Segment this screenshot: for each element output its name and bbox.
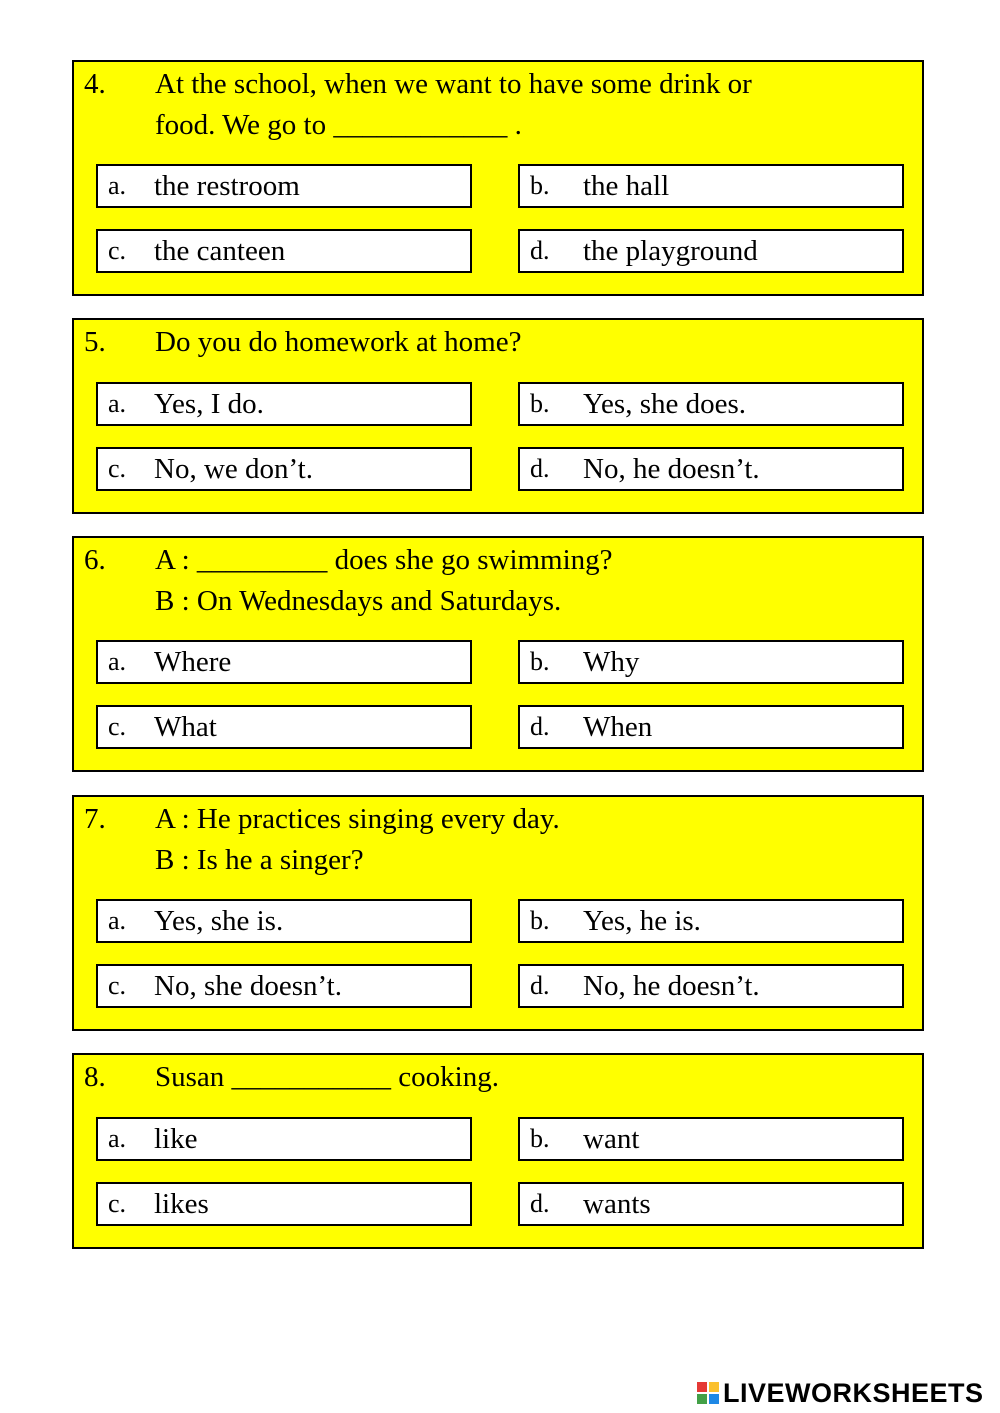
option-letter: c. xyxy=(108,971,127,1000)
question-number: 4. xyxy=(84,68,106,100)
option-text: likes xyxy=(154,1188,209,1220)
option-text: the restroom xyxy=(154,170,300,202)
option-letter: d. xyxy=(530,712,550,741)
option-text: Yes, she is. xyxy=(154,905,284,937)
question-text: Do you do homework at home? xyxy=(155,326,522,358)
question-number: 7. xyxy=(84,803,106,835)
option-letter: a. xyxy=(108,1124,127,1153)
liveworksheets-logo-icon xyxy=(697,1382,719,1404)
option-letter: b. xyxy=(530,389,550,418)
option-text: Yes, he is. xyxy=(583,905,701,937)
option-text: the hall xyxy=(583,170,670,202)
question-text: Susan ___________ cooking. xyxy=(155,1061,499,1093)
option-text: like xyxy=(154,1123,198,1155)
question-text: B : On Wednesdays and Saturdays. xyxy=(155,585,562,617)
option-letter: c. xyxy=(108,454,127,483)
question-number: 6. xyxy=(84,544,106,576)
option-letter: b. xyxy=(530,171,550,200)
option-b[interactable] xyxy=(518,1117,904,1161)
option-letter: a. xyxy=(108,389,127,418)
option-d[interactable] xyxy=(518,705,904,749)
option-letter: a. xyxy=(108,171,127,200)
option-b[interactable] xyxy=(518,164,904,208)
question-number: 5. xyxy=(84,326,106,358)
question-7 xyxy=(72,795,924,1031)
option-letter: b. xyxy=(530,1124,550,1153)
option-b[interactable] xyxy=(518,382,904,426)
option-letter: c. xyxy=(108,1189,127,1218)
option-text: What xyxy=(154,711,217,743)
option-d[interactable] xyxy=(518,1182,904,1226)
option-text: No, he doesn’t. xyxy=(583,453,760,485)
logo-text: LIVEWORKSHEETS xyxy=(723,1377,984,1408)
option-letter: a. xyxy=(108,906,127,935)
option-text: No, he doesn’t. xyxy=(583,970,760,1002)
option-text: wants xyxy=(583,1188,651,1220)
option-d[interactable] xyxy=(518,229,904,273)
option-letter: d. xyxy=(530,454,550,483)
option-a[interactable] xyxy=(96,382,472,426)
option-letter: c. xyxy=(108,712,127,741)
option-letter: b. xyxy=(530,647,550,676)
option-text: No, she doesn’t. xyxy=(154,970,342,1002)
option-letter: d. xyxy=(530,971,550,1000)
question-text: B : Is he a singer? xyxy=(155,844,364,876)
question-5 xyxy=(72,318,924,514)
option-letter: a. xyxy=(108,647,127,676)
option-letter: d. xyxy=(530,1189,550,1218)
option-d[interactable] xyxy=(518,447,904,491)
option-d[interactable] xyxy=(518,964,904,1008)
question-text: A : He practices singing every day. xyxy=(155,803,560,835)
option-text: the playground xyxy=(583,235,758,267)
question-text: food. We go to ____________ . xyxy=(155,109,522,141)
option-letter: c. xyxy=(108,236,127,265)
option-b[interactable] xyxy=(518,640,904,684)
option-text: Why xyxy=(583,646,640,678)
option-text: When xyxy=(583,711,653,743)
option-c[interactable] xyxy=(96,964,472,1008)
question-text: A : _________ does she go swimming? xyxy=(155,544,613,576)
option-text: Where xyxy=(154,646,232,678)
option-c[interactable] xyxy=(96,705,472,749)
option-c[interactable] xyxy=(96,1182,472,1226)
option-letter: b. xyxy=(530,906,550,935)
option-text: the canteen xyxy=(154,235,286,267)
liveworksheets-logo[interactable] xyxy=(697,1378,984,1408)
option-c[interactable] xyxy=(96,447,472,491)
option-letter: d. xyxy=(530,236,550,265)
option-text: No, we don’t. xyxy=(154,453,313,485)
question-text: At the school, when we want to have some drink or xyxy=(155,68,752,100)
question-4 xyxy=(72,60,924,296)
option-text: Yes, I do. xyxy=(154,388,264,420)
option-a[interactable] xyxy=(96,899,472,943)
question-8 xyxy=(72,1053,924,1249)
option-text: want xyxy=(583,1123,640,1155)
option-a[interactable] xyxy=(96,164,472,208)
question-6 xyxy=(72,536,924,772)
option-a[interactable] xyxy=(96,640,472,684)
option-text: Yes, she does. xyxy=(583,388,747,420)
option-b[interactable] xyxy=(518,899,904,943)
option-a[interactable] xyxy=(96,1117,472,1161)
option-c[interactable] xyxy=(96,229,472,273)
question-number: 8. xyxy=(84,1061,106,1093)
